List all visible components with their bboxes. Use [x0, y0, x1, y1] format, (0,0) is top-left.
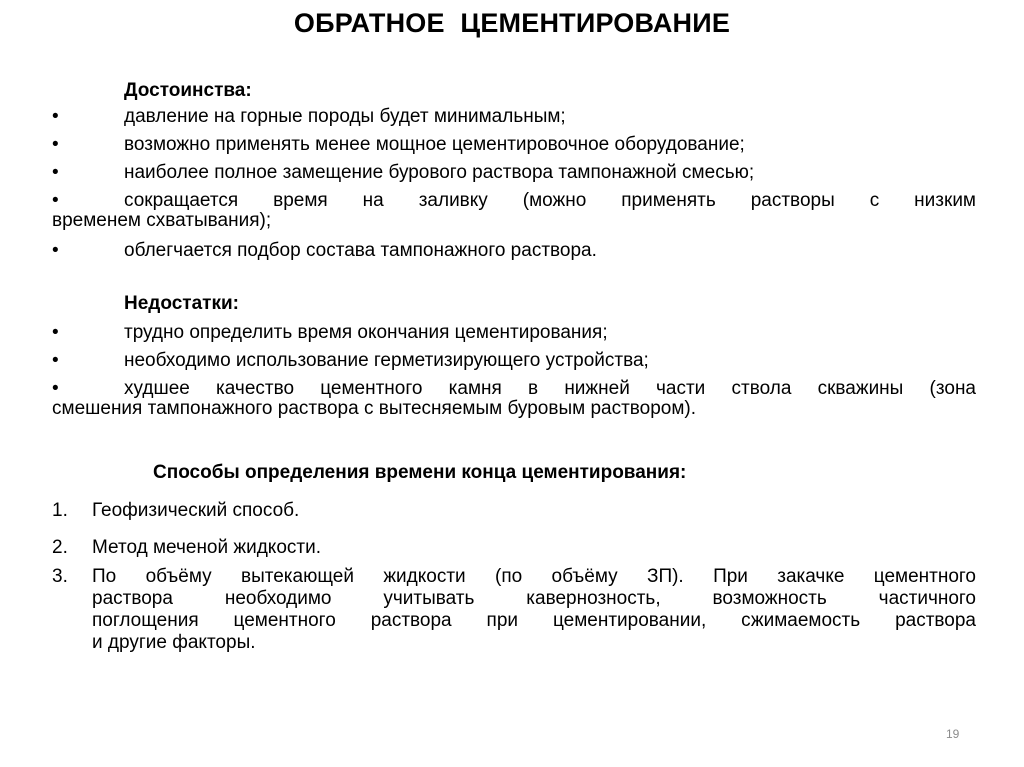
- advantage-item-line: временем схватывания);: [52, 210, 272, 231]
- advantages-heading: Достоинства:: [124, 80, 252, 101]
- advantage-item: облегчается подбор состава тампонажного раствора.: [124, 240, 597, 261]
- disadvantage-item: трудно определить время окончания цементирования;: [124, 322, 608, 343]
- list-number: 1.: [52, 500, 68, 521]
- bullet-icon: •: [52, 322, 59, 343]
- disadvantage-item-line: худшее качество цементного камня в нижней части ствола скважины (зона: [124, 378, 976, 399]
- advantage-item: давление на горные породы будет минимальным;: [124, 106, 566, 127]
- advantage-item: возможно применять менее мощное цементировочное оборудование;: [124, 134, 745, 155]
- method-item: Метод меченой жидкости.: [92, 537, 321, 558]
- disadvantages-heading: Недостатки:: [124, 293, 239, 314]
- method-item-line: раствора необходимо учитывать кавернозность, возможность частичного: [92, 588, 976, 609]
- bullet-icon: •: [52, 190, 59, 211]
- bullet-icon: •: [52, 240, 59, 261]
- method-item-line: поглощения цементного раствора при цементировании, сжимаемость раствора: [92, 610, 976, 631]
- method-item-line: По объёму вытекающей жидкости (по объёму ЗП). При закачке цементного: [92, 566, 976, 587]
- disadvantage-item: необходимо использование герметизирующего устройства;: [124, 350, 649, 371]
- list-number: 2.: [52, 537, 68, 558]
- list-number: 3.: [52, 566, 68, 587]
- disadvantage-item-line: смешения тампонажного раствора с вытесняемым буровым раствором).: [52, 398, 697, 419]
- methods-heading: Способы определения времени конца цементирования:: [153, 462, 687, 483]
- page-number: 19: [946, 727, 960, 741]
- method-item-line: и другие факторы.: [92, 632, 256, 653]
- bullet-icon: •: [52, 378, 59, 399]
- advantage-item: наиболее полное замещение бурового раствора тампонажной смесью;: [124, 162, 755, 183]
- method-item: Геофизический способ.: [92, 500, 300, 521]
- bullet-icon: •: [52, 162, 59, 183]
- bullet-icon: •: [52, 134, 59, 155]
- advantage-item-line: сокращается время на заливку (можно применять растворы с низким: [124, 190, 976, 211]
- bullet-icon: •: [52, 106, 59, 127]
- slide-title: ОБРАТНОЕ ЦЕМЕНТИРОВАНИЕ: [293, 8, 731, 38]
- bullet-icon: •: [52, 350, 59, 371]
